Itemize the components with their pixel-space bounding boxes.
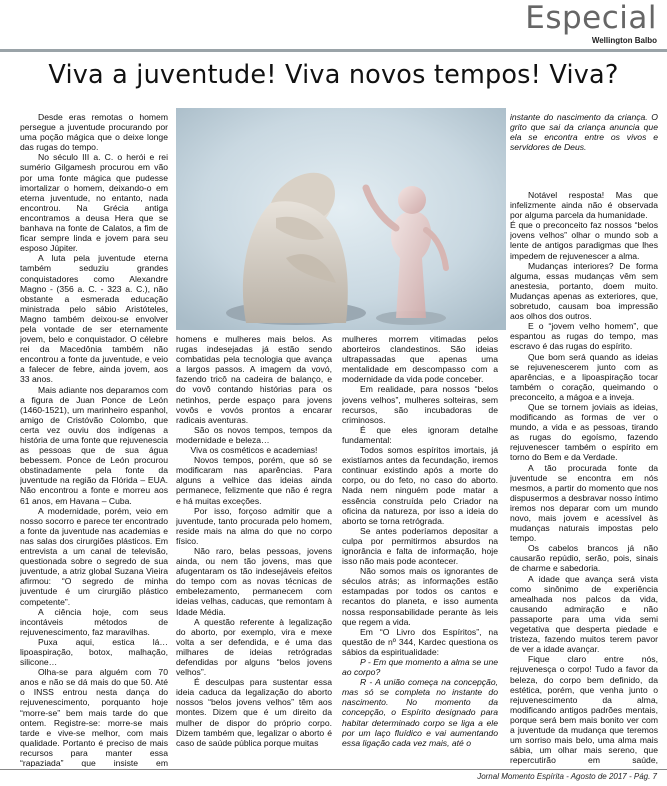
paragraph: homens e mulheres mais belos. As rugas indesejadas já estão sendo combatidas pela tecnologia que avança a largos passos. A imagem da vovó, fazendo tricô na cadeira de balanço, e do vovô contando histórias para os netinhos, perde espaço para jovens vovôs e vovós prontos a encarar radicais aventuras. <box>176 334 332 425</box>
footer-rule <box>0 769 667 770</box>
paragraph: Não somos mais os ignorantes de séculos atrás; as informações estão estampadas por todos os cantos e recantos do planeta, e isso aumenta nossa responsabilidade perante às leis que regem a vida. <box>342 566 498 627</box>
paragraph: Que se tornem joviais as ideias, modificando as formas de ver o mundo, a vida e as pessoas, tirando as rugas do egoísmo, fazendo rejuvenescer também o espírito em torno do Bem e da Verdade. <box>510 401 658 463</box>
paragraph: É que o preconceito faz nossos “belos jovens velhos” olhar o mundo sob a lente de antigos paradigmas que lhes impedem de rejuvenescer a alma. <box>510 220 658 261</box>
paragraph: Viva os cosméticos e academias! <box>190 445 318 456</box>
answer-paragraph: R - A união começa na concepção, mas só se completa no instante do nascimento. No momento da concepção, o Espírito designado para habitar determinado corpo se liga a ele por um laço fluídico e vai aumentando essa ligação cada vez mais, até o <box>342 677 498 748</box>
headline: Viva a juventude! Viva novos tempos! Viva? <box>48 60 619 90</box>
paragraph: A questão referente à legalização do aborto, por exemplo, vira e mexe volta a ser defendida, e é uma das milhares de ideias retrógradas defendidas por alguns “belos jovens velhos”. <box>176 616 332 678</box>
paragraph: A luta pela juventude eterna também seduziu grandes conquistadores como Alexandre Magno - (356 a. C. - 323 a. C.), não obstante a esmerada educação ministrada pelo sábio Aristóteles, Magno também deixou-se envolver pela vontade de ser eternamente jovem, belo e conquistador. O célebre rei da Macedônia também não encontrou a fonte da juventude, e veio a falecer de febre, ainda jovem, aos 33 anos. <box>20 253 168 385</box>
paragraph: A modernidade, porém, veio em nosso socorro e parece ter encontrado a fonte da juventude nas academias e nas salas dos cirurgiões plásticos. Em entrevista a um canal de televisão, questionada sobre o segredo de sua juventude, a atriz global Suzana Vieira afirmou: “O segredo de minha juventude é um cirurgião plástico competente”. <box>20 505 168 607</box>
article-column-2 <box>176 334 332 767</box>
paragraph: Mais adiante nos deparamos com a figura de Juan Ponce de León (1460-1521), um marinheiro espanhol, amigo de Cristóvão Colombo, que certa vez ouviu dos indígenas a história de uma fonte que rejuvenescia as pessoas que de sua água bebessem. Ponce de León procurou obstinadamente pela fonte da juventude na região da Flórida – EUA. Não encontrou a fonte e morreu aos 61 anos, em Havana – Cuba. <box>20 384 168 506</box>
top-rule <box>0 49 667 52</box>
paragraph: A idade que avança será vista como sinônimo de experiência amealhada nos palcos da vida, causando admiração e não passaporte para uma vida semi vegetativa que desperta piedade e tristeza, fazendo muitos terem pavor de ver a idade avançar. <box>510 573 658 655</box>
question-paragraph: P - Em que momento a alma se une ao corpo? <box>342 657 498 678</box>
paragraph: E o “jovem velho homem”, que espantou as rugas do tempo, mas escravo é das rugas do espírito. <box>510 321 658 352</box>
paragraph: Notável resposta! Mas que infelizmente ainda não é observada por alguma parcela da humanidade. <box>510 190 658 221</box>
paragraph: Se antes poderíamos depositar a culpa por permitirmos absurdos na ignorância e falta de informação, hoje isso não mais pode acontecer. <box>342 525 498 567</box>
paragraph: Não raro, belas pessoas, jovens ainda, ou nem tão jovens, mas que afugentaram os tão indesejáveis efeitos do tempo com as novas técnicas de embelezamento, permanecem com ideias velhas, caducas, que remontam à Idade Média. <box>176 545 332 617</box>
sculpture-icon <box>176 108 506 330</box>
paragraph: Em “O Livro dos Espíritos”, na questão de nº 344, Kardec questiona os sábios da espiritualidade: <box>342 626 498 657</box>
article-column-3 <box>342 334 498 767</box>
section-title: Especial <box>525 0 657 36</box>
paragraph: A ciência hoje, com seus incontáveis métodos de rejuvenescimento, faz maravilhas. <box>20 606 168 637</box>
answer-continuation: instante do nascimento da criança. O grito que sai da criança anuncia que ela se encontra entre os vivos e servidores de Deus. <box>510 112 658 153</box>
paragraph: Por isso, forçoso admitir que a juventude, tanto procurada pelo homem, reside mais na alma do que no corpo físico. <box>176 505 332 546</box>
paragraph: Mudanças interiores? De forma alguma, essas mudanças vêm sem anestesia, portanto, doem muito. Mudanças apenas as exteriores, que, sobretudo, causam boa impressão aos olhos dos outros. <box>510 260 658 322</box>
paragraph: Que bom será quando as ideias se rejuvenescerem junto com as aparências, e a lipoaspiração tocar também o coração, queimando o preconceito, a mágoa e a inveja. <box>510 351 658 402</box>
paragraph: Em realidade, para nossos “belos jovens velhos”, mulheres solteiras, sem recursos, são incubadoras de criminosos. <box>342 384 498 425</box>
paragraph: Puxa aqui, estica lá… lipoaspiração, botox, malhação, silicone… <box>20 636 168 668</box>
paragraph: No século III a. C. o herói e rei sumério Gilgamesh procurou em vão por uma fonte mágica que pudesse imortalizar o homem, deixando-o em eterna juventude, no entanto, nada encontrou. Na Grécia antiga encontramos a deusa Hera que se banhava na fonte de Calatos, a fim de ficar sempre linda e jovem para seu esposo Júpiter. <box>20 152 168 254</box>
page-footer: Jornal Momento Espírita - Agosto de 2017 - Pág. 7 <box>477 772 657 781</box>
article-column-4 <box>510 190 658 767</box>
paragraph: Novos tempos, porém, que só se modificaram nas aparências. Para alguns a velhice das ideias ainda permanece, felizmente que não é regra e há muitas exceções. <box>176 455 332 506</box>
paragraph: Olha-se para alguém com 70 anos e não se dá mais do que 50. Até o INSS entrou nesta dança do rejuvenescimento, porquanto hoje “morre-se” bem mais tarde do que ontem. Registre-se: morre-se mais tarde e vive-se melhor, com mais qualidade. Portanto é preciso de mais recursos para manter essa “rapaziada” que insiste em <box>20 667 168 767</box>
paragraph: É desculpas para sustentar essa ideia caduca da legalização do aborto nossos “belos jovens velhos” têm aos montes. Dizem que é um direito da mulher de dispor do próprio corpo. Dizem também que, legalizar o aborto é caso de saúde pública porque muitas <box>176 677 332 748</box>
paragraph: Desde eras remotas o homem persegue a juventude procurando por uma poção mágica que o deixe longe das rugas do tempo. <box>20 112 168 153</box>
article-column-1 <box>20 112 168 767</box>
paragraph: Todos somos espíritos imortais, já existíamos antes da fecundação, iremos continuar existindo após a morte do corpo, ou do feto, no caso do aborto. Nada nem ninguém pode matar a essência construída pelo Criador na oficina da natureza, por isso a ideia do aborto se torna retrógrada. <box>342 445 498 526</box>
paragraph: A tão procurada fonte da juventude se encontra em nós mesmos, a partir do momento que nos dispusermos a desbravar nosso íntimo iremos nos deparar com um mundo novo, mais jovem e acessível às mudanças naturais impostas pelo tempo. <box>510 462 658 544</box>
paragraph: É que eles ignoram detalhe fundamental: <box>342 424 498 445</box>
article-column-4-quote <box>510 112 658 192</box>
paragraph: Os cabelos brancos já não causarão repúdio, serão, pois, sinais de charme e sabedoria. <box>510 543 658 574</box>
paragraph: Fique claro entre nós, rejuvenesça o corpo! Tudo a favor da beleza, do corpo bem definido, da estética, porém, que venha junto o rejuvenescimento da alma, modificando antigos padrões mentais, porque será bem mais bonito ver com a juventude da mudança que teremos um sorriso mais belo, uma alma mais sábia, um olhar mais sereno, que repercutirão em saúde, <box>510 654 658 766</box>
sculpture-image <box>176 108 506 330</box>
paragraph: mulheres morrem vitimadas pelos aborteiros clandestinos. São ideias ultrapassadas que apenas uma mentalidade em descompasso com a modernidade da vida pode conceber. <box>342 334 498 385</box>
paragraph: São os novos tempos, tempos da modernidade e beleza… <box>176 424 332 445</box>
author-name: Wellington Balbo <box>591 36 657 45</box>
